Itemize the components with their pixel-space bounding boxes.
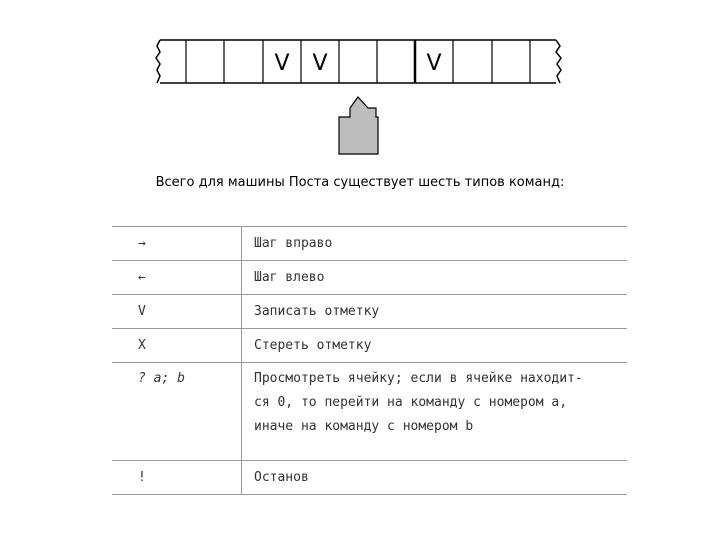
command-symbol: V xyxy=(112,295,242,329)
tape-mark: V xyxy=(312,51,328,76)
caption-text: Всего для машины Поста существует шесть типов команд: xyxy=(155,175,565,190)
command-symbol: ← xyxy=(112,261,242,295)
tape-cell-dividers xyxy=(186,40,530,83)
table-row xyxy=(112,461,627,495)
command-description: Останов xyxy=(254,469,309,485)
command-symbol: X xyxy=(112,329,242,363)
command-description-line: Просмотреть ячейку; если в ячейке находит- xyxy=(254,371,583,386)
command-description xyxy=(242,363,628,461)
tape-mark: V xyxy=(274,51,290,76)
command-description-line: ся 0, то перейти на команду с номером a, xyxy=(254,395,568,410)
post-machine-tape-diagram xyxy=(0,0,720,170)
command-symbol: → xyxy=(112,227,242,261)
table-row xyxy=(112,363,627,461)
tape-right-torn-edge xyxy=(556,40,561,83)
tape-mark: V xyxy=(426,51,442,76)
command-description: Шаг вправо xyxy=(242,227,628,261)
command-symbol: ? a; b xyxy=(112,363,242,461)
tape-left-torn-edge xyxy=(156,40,160,83)
command-symbol: ! xyxy=(112,461,242,495)
command-description-line: иначе на команду с номером b xyxy=(254,419,474,434)
carriage-head-icon xyxy=(339,97,378,154)
command-description: Шаг влево xyxy=(242,261,628,295)
command-description: Записать отметку xyxy=(242,295,628,329)
table-row xyxy=(112,261,627,295)
table-row xyxy=(112,295,627,329)
table-row xyxy=(112,227,627,261)
commands-table xyxy=(112,226,627,495)
command-description: Стереть отметку xyxy=(242,329,628,363)
table-row xyxy=(112,329,627,363)
